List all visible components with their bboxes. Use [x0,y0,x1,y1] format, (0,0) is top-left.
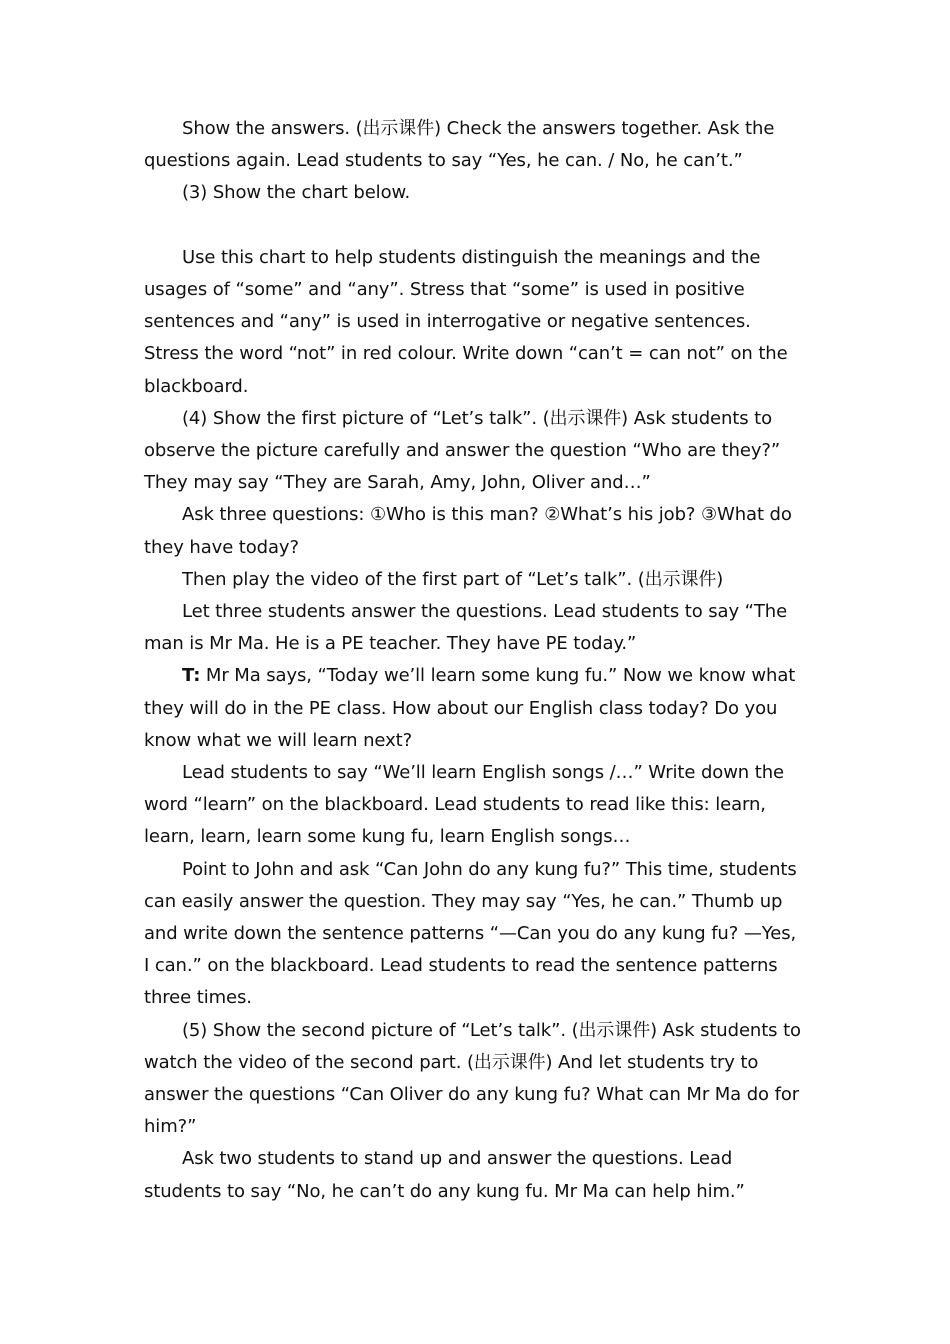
document-body [144,113,806,1208]
paragraph-second-picture: (5) Show the second picture of “Let’s talk”. (出示课件) Ask students to watch the video of the second part. (出示课件) And let students try to answer the questions “Can Oliver do any kung fu? What can Mr Ma do for him?” [144,1019,801,1138]
paragraph-play-video: Then play the video of the first part of “Let’s talk”. (出示课件) [182,568,724,590]
paragraph-chart-usage: Use this chart to help students distinguish the meanings and the usages of “some” and “any”. Stress that “some” is used in positive sentences and “any” is used in interrogative or negative sentences. Stress the word “not” in red colour. Write down “can’t = can not” on the blackboard. [144,246,788,397]
chart-placeholder-gap [144,210,806,242]
paragraph-first-picture: (4) Show the first picture of “Let’s talk”. (出示课件) Ask students to observe the picture carefully and answer the question “Who are they?” They may say “They are Sarah, Amy, John, Oliver and…” [144,407,781,494]
paragraph-show-answers: Show the answers. (出示课件) Check the answers together. Ask the questions again. Lead students to say “Yes, he can. / No, he can’t.” [144,118,775,172]
paragraph-point-to-john: Point to John and ask “Can John do any kung fu?” This time, students can easily answer the question. They may say “Yes, he can.” Thumb up and write down the sentence patterns “—Can you do any kung fu? —Yes, I can.” on the blackboard. Lead students to read the sentence patterns three times. [144,858,797,1009]
paragraph-answer-questions: Let three students answer the questions. Lead students to say “The man is Mr Ma. He is a PE teacher. They have PE today.” [144,601,788,655]
paragraph-learn-songs: Lead students to say “We’ll learn English songs /…” Write down the word “learn” on the blackboard. Lead students to read like this: learn, learn, learn, learn some kung fu, learn English songs… [144,762,784,848]
paragraph-show-chart: (3) Show the chart below. [182,182,411,204]
paragraph-three-questions: Ask three questions: ①Who is this man? ②What’s his job? ③What do they have today? [144,504,792,558]
paragraph-two-students: Ask two students to stand up and answer the questions. Lead students to say “No, he can’t do any kung fu. Mr Ma can help him.” [144,1148,745,1202]
paragraph-teacher-dialogue [144,660,806,757]
speaker-label: T: [182,665,201,687]
dialogue-text: Mr Ma says, “Today we’ll learn some kung fu.” Now we know what they will do in the PE class. How about our English class today? Do you know what we will learn next? [144,665,796,751]
